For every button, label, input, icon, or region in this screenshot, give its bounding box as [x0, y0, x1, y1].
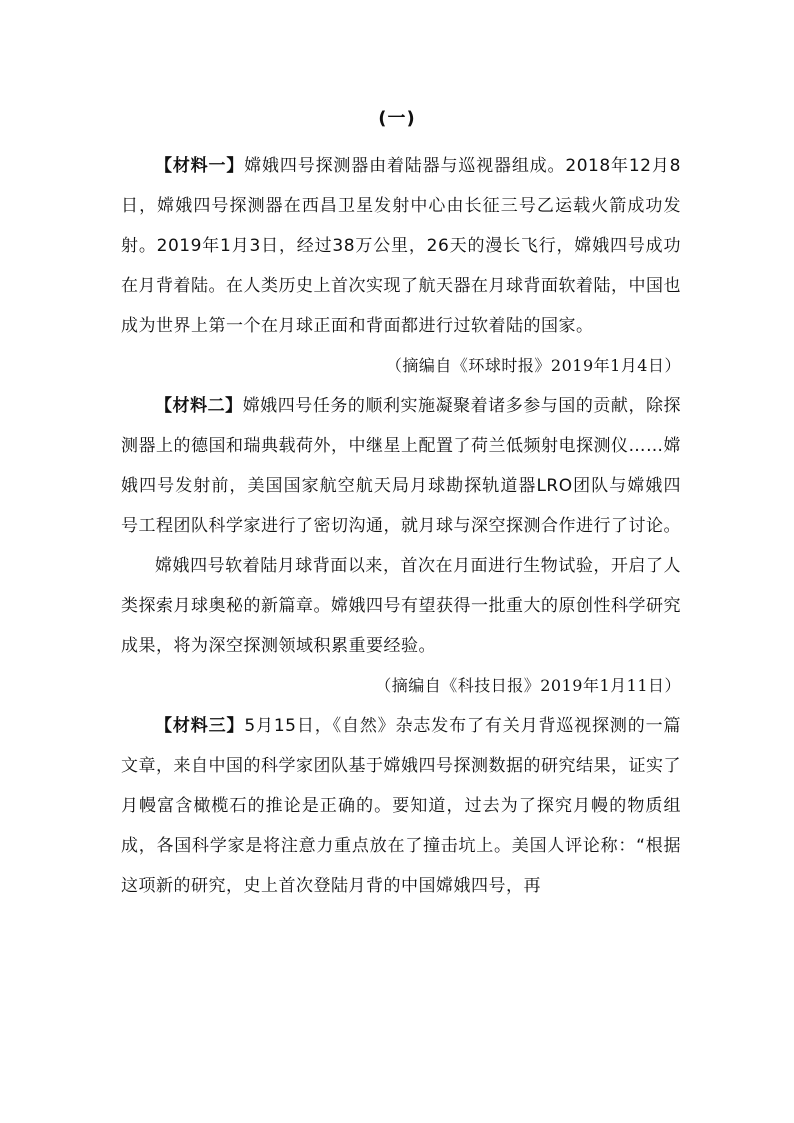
material-two-paragraph [121, 386, 681, 546]
material-two-tag: 【材料二】 [155, 396, 243, 416]
material-one-text: 嫦娥四号探测器由着陆器与巡视器组成。2018年12月8日，嫦娥四号探测器在西昌卫星发射中心由长征三号乙运载火箭成功发射。2019年1月3日，经过38万公里，26天的漫长飞行，嫦娥四号成功在月背着陆。在人类历史上首次实现了航天器在月球背面软着陆，中国也成为世界上第一个在月球正面和背面都进行过软着陆的国家。 [121, 156, 681, 336]
material-one-tag: 【材料一】 [155, 156, 245, 176]
document-body [121, 146, 681, 906]
material-two-source: （摘编自《科技日报》2019年1月11日） [375, 676, 681, 695]
material-one-source: （摘编自《环球时报》2019年1月4日） [385, 356, 681, 375]
material-three-tag: 【材料三】 [155, 716, 245, 736]
material-one-paragraph [121, 146, 681, 346]
material-three-text: 5月15日，《自然》杂志发布了有关月背巡视探测的一篇文章，来自中国的科学家团队基于嫦娥四号探测数据的研究结果，证实了月幔富含橄榄石的推论是正确的。要知道，过去为了探究月幔的物质组成，各国科学家是将注意力重点放在了撞击坑上。美国人评论称：“根据这项新的研究，史上首次登陆月背的中国嫦娥四号，再 [121, 716, 682, 896]
material-two-paragraph-2: 嫦娥四号软着陆月球背面以来，首次在月面进行生物试验，开启了人类探索月球奥秘的新篇章。嫦娥四号有望获得一批重大的原创性科学研究成果，将为深空探测领域积累重要经验。 [121, 556, 681, 656]
section-title: (一) [378, 108, 416, 129]
material-two-text: 嫦娥四号任务的顺利实施凝聚着诸多参与国的贡献，除探测器上的德国和瑞典载荷外，中继星上配置了荷兰低频射电探测仪……嫦娥四号发射前，美国国家航空航天局月球勘探轨道器LRO团队与嫦娥四号工程团队科学家进行了密切沟通，就月球与深空探测合作进行了讨论。 [121, 396, 682, 536]
material-three-paragraph [121, 706, 681, 906]
